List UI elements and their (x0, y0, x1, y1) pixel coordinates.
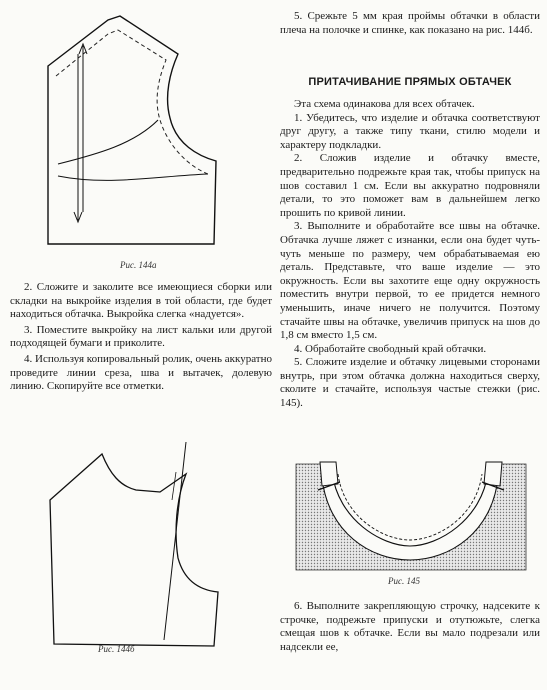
facing-curve (58, 120, 158, 164)
pattern-outline (50, 454, 218, 646)
left-column (10, 0, 272, 690)
figure-144b-caption: Рис. 144б (98, 644, 135, 654)
figure-145 (292, 460, 530, 588)
neckline-facing-drawing (292, 460, 530, 572)
paragraph-step-5: 5. Срежьте 5 мм края проймы обтачки в области плеча на полочке и спинке, как показано на рис. 144б. (280, 10, 540, 36)
intro-text-block (280, 10, 540, 37)
section-heading: ПРИТАЧИВАНИЕ ПРЯМЫХ ОБТАЧЕК (308, 76, 512, 88)
figure-144b (36, 440, 256, 660)
bottom-text-block (280, 600, 540, 654)
paragraph-step-1: 1. Убедитесь, что изделие и обтачка соответствуют друг другу, а также типу ткани, стилю модели и характеру подкладки. (280, 111, 540, 151)
paragraph-step-2: 2. Сложите и заколите все имеющиеся сборки или складки на выкройке изделия в той области, где будет находиться обтачка. Выкройка слегка «надуется». (10, 281, 272, 321)
paragraph-intro: Эта схема одинакова для всех обтачек. (294, 98, 475, 110)
paragraph-step-3: 3. Выполните и обработайте все швы на обтачке. Обтачка лучше ляжет с изнанки, если она будет чуть-чуть меньше по размеру, чем обрабатываемая ею деталь. Представьте, что ваше изделие — это окружность. Если вы захотите еще одну окружность поместить внутри первой, то ее придется немного уменьшить, иначе ничего не получится. Поэтому стачайте швы на обтачке, увеличив припуск на шов до 1,8 см вместо 1,5 см. (280, 220, 540, 342)
trim-line (164, 442, 186, 640)
paragraph-step-4: 4. Обработайте свободный край обтачки. (294, 342, 487, 355)
trimmed-facing-drawing (36, 440, 256, 650)
paragraph-step-3: 3. Поместите выкройку на лист кальки или другой подходящей бумаги и приколите. (10, 323, 272, 350)
figure-144a (38, 6, 258, 270)
paragraph-step-4: 4. Используя копировальный ролик, очень аккуратно проведите линии среза, шва и вытачек, долевую линию. Скопируйте все отметки. (10, 352, 272, 393)
right-column (280, 0, 540, 690)
right-shoulder (484, 462, 502, 486)
figure-145-caption: Рис. 145 (388, 576, 420, 586)
figure-144a-caption: Рис. 144а (120, 260, 157, 270)
paragraph-step-6: 6. Выполните закрепляющую строчку, надсеките к строчке, подрежьте припуски и отутюжьте, слегка смещая шов к обтачке. Если вы мало подрезали или надсекли ее, (280, 600, 540, 653)
left-shoulder (320, 462, 338, 486)
armhole-pattern-drawing (38, 6, 258, 254)
paragraph-step-5b: 5. Сложите изделие и обтачку лицевыми сторонами внутрь, при этом обтачка должна находиться сверху, сколите и стачайте, используя частые стежки (рис. 145). (280, 356, 540, 410)
facing-line (56, 30, 208, 174)
right-text-block (280, 98, 540, 411)
left-text-block (10, 281, 272, 394)
paragraph-step-2: 2. Сложив изделие и обтачку вместе, предварительно подрежьте края так, чтобы припуск на шов составил 1 см. Если вы аккуратно подровняли детали, то это поможет вам в дальнейшем легко прошить по кривой линии. (280, 152, 540, 219)
pattern-outline (48, 16, 216, 244)
section-heading-block (280, 76, 540, 88)
